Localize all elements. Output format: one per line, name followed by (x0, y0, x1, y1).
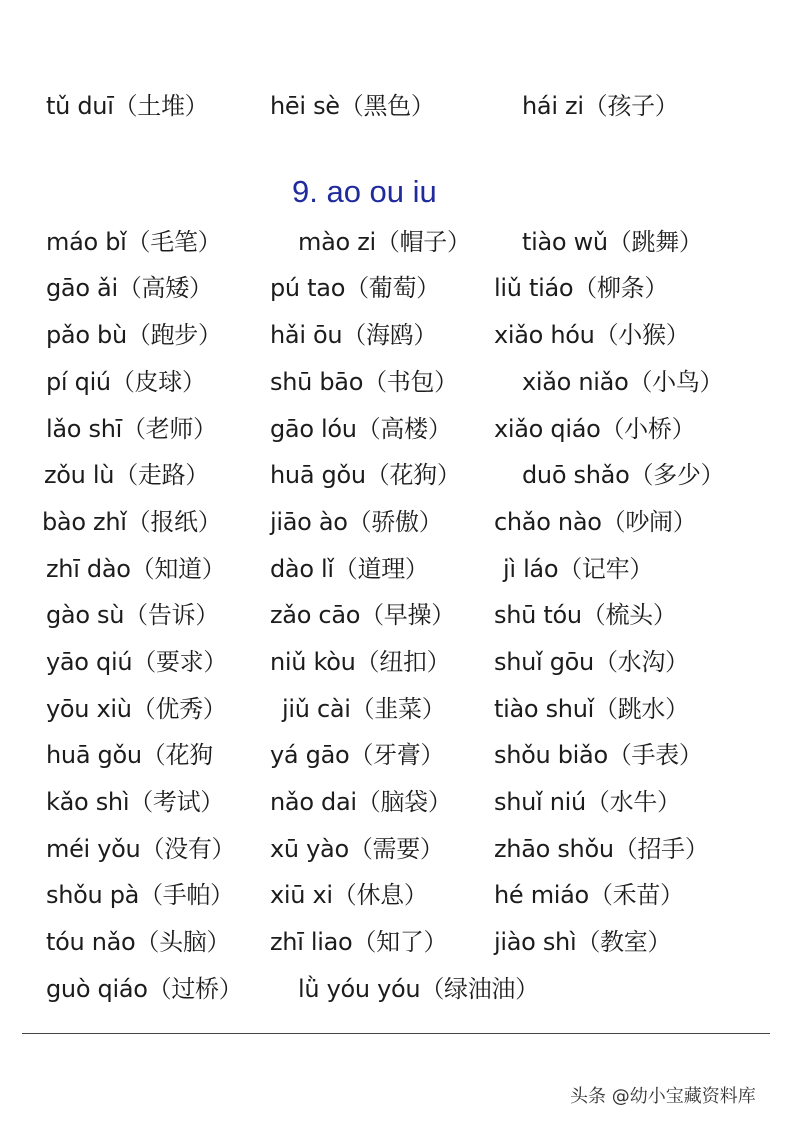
word-row (0, 829, 793, 869)
word-entry: xiǎo hóu（小猴） (494, 321, 690, 349)
word-entry: méi yǒu（没有） (46, 835, 236, 863)
word-entry: jì láo（记牢） (503, 555, 654, 583)
word-entry: lǎo shī（老师） (46, 415, 217, 443)
word-entry: hái zi（孩子） (522, 92, 679, 120)
word-entry: pí qiú（皮球） (46, 368, 206, 396)
word-row (0, 409, 793, 449)
word-entry: tiào wǔ（跳舞） (522, 228, 703, 256)
word-entry: zhī liao（知了） (270, 928, 448, 956)
word-row (0, 455, 793, 495)
word-entry: jiào shì（教室） (494, 928, 672, 956)
word-entry: xiū xi（休息） (270, 881, 428, 909)
word-entry: pú tao（葡萄） (270, 274, 440, 302)
word-entry: shǒu biǎo（手表） (494, 741, 703, 769)
word-entry: duō shǎo（多少） (522, 461, 725, 489)
word-entry: tiào shuǐ（跳水） (494, 695, 689, 723)
word-entry: yāo qiú（要求） (46, 648, 228, 676)
word-entry: shuǐ niú（水牛） (494, 788, 681, 816)
word-entry: nǎo dai（脑袋） (270, 788, 452, 816)
word-row (0, 875, 793, 915)
word-row (0, 502, 793, 542)
word-entry: zhāo shǒu（招手） (494, 835, 709, 863)
word-entry: shuǐ gōu（水沟） (494, 648, 689, 676)
word-row (0, 362, 793, 402)
word-entry: xiǎo niǎo（小鸟） (522, 368, 724, 396)
word-entry: hǎi ōu（海鸥） (270, 321, 438, 349)
word-row (0, 642, 793, 682)
word-row (0, 735, 793, 775)
word-row (0, 315, 793, 355)
word-entry: huā gǒu（花狗） (270, 461, 461, 489)
word-entry: bào zhǐ（报纸） (42, 508, 222, 536)
word-entry: jiǔ cài（韭菜） (282, 695, 446, 723)
word-entry: yōu xiù（优秀） (46, 695, 227, 723)
word-row (0, 922, 793, 962)
watermark: 头条 @幼小宝藏资料库 (570, 1086, 756, 1107)
word-entry: guò qiáo（过桥） (46, 975, 243, 1003)
word-entry: zhī dào（知道） (46, 555, 226, 583)
word-entry: niǔ kòu（纽扣） (270, 648, 451, 676)
word-entry: xū yào（需要） (270, 835, 444, 863)
word-entry: mào zi（帽子） (298, 228, 471, 256)
word-entry: máo bǐ（毛笔） (46, 228, 222, 256)
word-row (0, 222, 793, 262)
word-entry: gào sù（告诉） (46, 601, 219, 629)
word-row (0, 549, 793, 589)
word-row (0, 595, 793, 635)
word-entry: shǒu pà（手帕） (46, 881, 234, 909)
word-entry: pǎo bù（跑步） (46, 321, 222, 349)
word-entry: hé miáo（禾苗） (494, 881, 684, 909)
section-title: 9. ao ou iu (292, 174, 437, 209)
word-entry: dào lǐ（道理） (270, 555, 429, 583)
word-entry: xiǎo qiáo（小桥） (494, 415, 696, 443)
word-entry: liǔ tiáo（柳条） (494, 274, 669, 302)
word-entry: lǜ yóu yóu（绿油油） (298, 975, 539, 1003)
word-entry: zǒu lù（走路） (44, 461, 209, 489)
word-entry: yá gāo（牙膏） (270, 741, 445, 769)
word-row (0, 268, 793, 308)
word-entry: kǎo shì（考试） (46, 788, 225, 816)
word-entry: jiāo ào（骄傲） (270, 508, 443, 536)
word-entry: gāo lóu（高楼） (270, 415, 452, 443)
word-entry: tóu nǎo（头脑） (46, 928, 231, 956)
word-entry: huā gǒu（花狗 (46, 741, 213, 769)
word-row (0, 969, 793, 1009)
word-row (0, 689, 793, 729)
top-row (0, 86, 793, 126)
word-entry: shū tóu（梳头） (494, 601, 677, 629)
word-entry: tǔ duī（土堆） (46, 92, 209, 120)
word-entry: zǎo cāo（早操） (270, 601, 455, 629)
word-row (0, 782, 793, 822)
word-entry: shū bāo（书包） (270, 368, 458, 396)
footer-divider (22, 1033, 770, 1034)
word-entry: gāo ǎi（高矮） (46, 274, 213, 302)
word-entry: chǎo nào（吵闹） (494, 508, 697, 536)
word-entry: hēi sè（黑色） (270, 92, 435, 120)
